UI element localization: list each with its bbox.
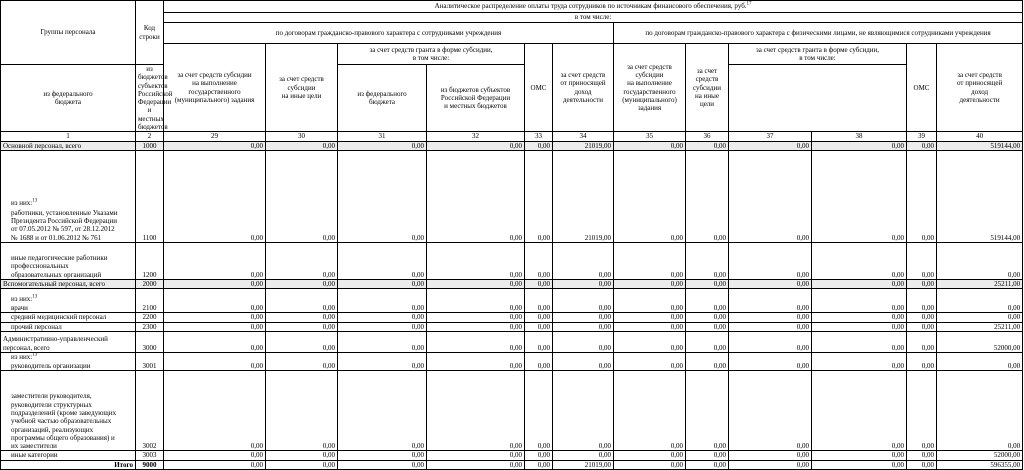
value-cell: 0,00: [164, 352, 266, 371]
value-cell: 0,00: [553, 322, 614, 331]
value-cell: 0,00: [338, 289, 427, 313]
column-number: 32: [427, 132, 525, 141]
row-code: 3002: [136, 371, 164, 451]
value-cell: 0,00: [338, 451, 427, 460]
value-cell: 0,00: [614, 279, 686, 288]
value-cell: 0,00: [164, 279, 266, 288]
col-income-header-2: за счет средств от приносящей доход деятельности: [937, 44, 1023, 132]
row-code: 3003: [136, 451, 164, 460]
col-federal-header: из федерального бюджета: [1, 65, 136, 132]
column-number: 31: [338, 132, 427, 141]
row-label: Административно-управленческий персонал, всего: [1, 331, 136, 352]
footnote-mark: 13: [32, 199, 38, 205]
value-cell: 0,00: [427, 313, 525, 322]
value-cell: 0,00: [164, 460, 266, 469]
row-code: 2300: [136, 322, 164, 331]
value-cell: 0,00: [266, 331, 338, 352]
value-cell: 0,00: [937, 289, 1023, 313]
value-cell: 0,00: [553, 313, 614, 322]
value-cell: 0,00: [812, 460, 907, 469]
value-cell: 0,00: [553, 242, 614, 279]
value-cell: 25211,00: [937, 322, 1023, 331]
value-cell: 21019,00: [553, 460, 614, 469]
value-cell: 0,00: [525, 322, 553, 331]
value-cell: 0,00: [525, 371, 553, 451]
value-cell: 0,00: [614, 331, 686, 352]
col-grant-header-2: за счет средств гранта в форме субсидии, в том числе:: [729, 44, 907, 65]
value-cell: 0,00: [937, 352, 1023, 371]
value-cell: 0,00: [686, 352, 729, 371]
value-cell: 0,00: [937, 313, 1023, 322]
value-cell: 0,00: [427, 322, 525, 331]
row-label: Вспомогательный персонал, всего: [1, 279, 136, 288]
value-cell: 0,00: [164, 242, 266, 279]
value-cell: 21019,00: [553, 150, 614, 242]
value-cell: 0,00: [266, 313, 338, 322]
value-cell: 0,00: [164, 313, 266, 322]
value-cell: 0,00: [338, 242, 427, 279]
value-cell: 0,00: [427, 460, 525, 469]
value-cell: 0,00: [812, 242, 907, 279]
value-cell: 0,00: [164, 322, 266, 331]
value-cell: 0,00: [729, 150, 812, 242]
value-cell: 0,00: [937, 371, 1023, 451]
table-row: [1, 322, 1023, 331]
value-cell: 0,00: [729, 141, 812, 150]
value-cell: 0,00: [812, 322, 907, 331]
value-cell: 0,00: [266, 242, 338, 279]
value-cell: 0,00: [686, 322, 729, 331]
value-cell: 0,00: [614, 451, 686, 460]
value-cell: 0,00: [812, 371, 907, 451]
table-row: [1, 279, 1023, 288]
value-cell: 0,00: [553, 279, 614, 288]
row-label: иные категории: [1, 451, 136, 460]
value-cell: 0,00: [525, 150, 553, 242]
value-cell: 0,00: [525, 451, 553, 460]
value-cell: 0,00: [553, 451, 614, 460]
block2-title: по договорам гражданско-правового характера с физическими лицами, не являющимися сотрудниками учреждения: [614, 23, 1023, 44]
footnote-mark: 13: [32, 294, 38, 300]
value-cell: 0,00: [338, 150, 427, 242]
value-cell: 0,00: [266, 289, 338, 313]
value-cell: 0,00: [614, 289, 686, 313]
value-cell: 0,00: [266, 451, 338, 460]
column-number: 38: [812, 132, 907, 141]
value-cell: 0,00: [907, 150, 937, 242]
value-cell: 0,00: [907, 242, 937, 279]
row-label: [1, 150, 136, 242]
value-cell: 52000,00: [937, 331, 1023, 352]
value-cell: 0,00: [338, 279, 427, 288]
value-cell: 0,00: [812, 141, 907, 150]
value-cell: 0,00: [614, 460, 686, 469]
value-cell: 0,00: [686, 242, 729, 279]
row-code: 3001: [136, 352, 164, 371]
value-cell: 0,00: [812, 352, 907, 371]
value-cell: 0,00: [164, 331, 266, 352]
row-label: Итого: [1, 460, 136, 469]
col-oms-header-2: ОМС: [907, 44, 937, 132]
value-cell: 0,00: [427, 141, 525, 150]
value-cell: 0,00: [427, 451, 525, 460]
value-cell: 0,00: [686, 141, 729, 150]
table-row: [1, 371, 1023, 451]
value-cell: 0,00: [729, 352, 812, 371]
value-cell: 0,00: [553, 371, 614, 451]
row-label: Основной персонал, всего: [1, 141, 136, 150]
value-cell: 0,00: [338, 352, 427, 371]
column-number: 35: [614, 132, 686, 141]
column-number: 40: [937, 132, 1023, 141]
value-cell: 0,00: [164, 289, 266, 313]
value-cell: 0,00: [812, 150, 907, 242]
col-regional-header: из бюджетов субъектов Российской Федерации и местных бюджетов: [136, 65, 164, 132]
value-cell: 0,00: [686, 371, 729, 451]
subgroup-label: работники, установленные Указами Президента Российской Федерации от 07.05.2012 № 597, от 28.12.2012 № 1688 и от 01.06.2012 № 761: [11, 208, 118, 242]
value-cell: 0,00: [729, 322, 812, 331]
column-number: 36: [686, 132, 729, 141]
column-number: 2: [136, 132, 164, 141]
value-cell: 0,00: [729, 371, 812, 451]
col-oms-header: ОМС: [525, 44, 553, 132]
value-cell: 0,00: [686, 460, 729, 469]
value-cell: 0,00: [812, 279, 907, 288]
value-cell: 0,00: [266, 141, 338, 150]
value-cell: 0,00: [525, 352, 553, 371]
table-row: [1, 331, 1023, 352]
value-cell: 0,00: [729, 331, 812, 352]
value-cell: 0,00: [614, 242, 686, 279]
row-code: 1000: [136, 141, 164, 150]
table-row: [1, 150, 1023, 242]
value-cell: 0,00: [812, 289, 907, 313]
value-cell: 0,00: [266, 352, 338, 371]
value-cell: 0,00: [614, 141, 686, 150]
table-row: [1, 242, 1023, 279]
value-cell: 519144,00: [937, 141, 1023, 150]
value-cell: 0,00: [686, 313, 729, 322]
value-cell: 0,00: [729, 460, 812, 469]
value-cell: 0,00: [338, 141, 427, 150]
value-cell: 0,00: [812, 451, 907, 460]
value-cell: 0,00: [338, 313, 427, 322]
value-cell: 0,00: [907, 371, 937, 451]
value-cell: 0,00: [338, 371, 427, 451]
value-cell: 0,00: [553, 352, 614, 371]
row-label: иные педагогические работники профессиональных образовательных организаций: [1, 242, 136, 279]
col-federal-header-2: из федерального бюджета: [338, 65, 427, 132]
subgroup-intro: из них:: [11, 294, 33, 303]
block1-title: по договорам гражданско-правового характера с сотрудниками учреждения: [164, 23, 614, 44]
value-cell: 0,00: [812, 331, 907, 352]
value-cell: 0,00: [525, 141, 553, 150]
value-cell: 0,00: [907, 352, 937, 371]
row-label: заместители руководителя, руководители структурных подразделений (кроме заведующих учебной частью образовательных организаций, реализующих программы общего образования) и их заместители: [1, 371, 136, 451]
value-cell: 0,00: [614, 371, 686, 451]
column-number: 33: [525, 132, 553, 141]
value-cell: 0,00: [686, 451, 729, 460]
subgroup-intro: из них:: [11, 352, 33, 361]
col-other-header-2: за счет средств субсидии на иные цели: [686, 44, 729, 132]
value-cell: 0,00: [266, 371, 338, 451]
value-cell: 0,00: [266, 322, 338, 331]
value-cell: 0,00: [907, 331, 937, 352]
value-cell: 0,00: [553, 289, 614, 313]
col-other-header: за счет средств субсидии на иные цели: [266, 44, 338, 132]
value-cell: 0,00: [729, 313, 812, 322]
value-cell: 0,00: [427, 279, 525, 288]
column-number: 37: [729, 132, 812, 141]
value-cell: 0,00: [729, 279, 812, 288]
column-number: 30: [266, 132, 338, 141]
value-cell: 0,00: [729, 451, 812, 460]
value-cell: 0,00: [427, 352, 525, 371]
value-cell: 0,00: [427, 371, 525, 451]
value-cell: 0,00: [907, 451, 937, 460]
code-header: Код строки: [136, 1, 164, 65]
value-cell: 0,00: [907, 313, 937, 322]
row-code: 3000: [136, 331, 164, 352]
value-cell: 0,00: [266, 150, 338, 242]
column-number: 1: [1, 132, 136, 141]
value-cell: 0,00: [266, 460, 338, 469]
value-cell: 0,00: [907, 141, 937, 150]
row-code: 2000: [136, 279, 164, 288]
value-cell: 0,00: [614, 352, 686, 371]
footnote-mark: 13: [32, 352, 38, 358]
row-code: 2200: [136, 313, 164, 322]
value-cell: 596355,00: [937, 460, 1023, 469]
table-row: [1, 451, 1023, 460]
col-task-header: за счет средств субсидии на выполнение государственного (муниципального) задания: [164, 44, 266, 132]
value-cell: 0,00: [907, 322, 937, 331]
table-row: [1, 352, 1023, 371]
col-task-header-2: за счет средств субсидии на выполнение государственного (муниципального) задания: [614, 44, 686, 132]
value-cell: 0,00: [812, 313, 907, 322]
value-cell: 0,00: [686, 289, 729, 313]
value-cell: 0,00: [525, 279, 553, 288]
value-cell: 0,00: [686, 331, 729, 352]
value-cell: 0,00: [164, 150, 266, 242]
value-cell: 0,00: [525, 242, 553, 279]
value-cell: 21019,00: [553, 141, 614, 150]
value-cell: 0,00: [553, 331, 614, 352]
subgroup-label: врачи: [11, 303, 28, 312]
column-number: 29: [164, 132, 266, 141]
value-cell: 0,00: [164, 141, 266, 150]
groups-header: Группы персонала: [1, 1, 136, 65]
value-cell: 0,00: [338, 322, 427, 331]
value-cell: 0,00: [614, 313, 686, 322]
value-cell: 0,00: [729, 242, 812, 279]
column-number: 34: [553, 132, 614, 141]
value-cell: 0,00: [164, 371, 266, 451]
value-cell: 0,00: [614, 322, 686, 331]
col-income-header: за счет средств от приносящей доход деятельности: [553, 44, 614, 132]
row-label: [1, 289, 136, 313]
value-cell: 0,00: [907, 289, 937, 313]
value-cell: 0,00: [614, 150, 686, 242]
subgroup-label: руководитель организации: [11, 362, 91, 371]
value-cell: 0,00: [525, 331, 553, 352]
value-cell: 0,00: [525, 289, 553, 313]
row-code: 1200: [136, 242, 164, 279]
value-cell: 0,00: [686, 150, 729, 242]
value-cell: 0,00: [427, 242, 525, 279]
footnote-mark: 17: [746, 2, 752, 8]
value-cell: 25211,00: [937, 279, 1023, 288]
value-cell: 0,00: [525, 460, 553, 469]
row-code: 9000: [136, 460, 164, 469]
table-row: [1, 313, 1023, 322]
row-label: прочий персонал: [1, 322, 136, 331]
value-cell: 0,00: [686, 279, 729, 288]
value-cell: 52000,00: [937, 451, 1023, 460]
value-cell: 0,00: [427, 150, 525, 242]
value-cell: 0,00: [907, 460, 937, 469]
col-grant-header: за счет средств гранта в форме субсидии, в том числе:: [338, 44, 525, 65]
value-cell: 0,00: [338, 331, 427, 352]
value-cell: 0,00: [164, 451, 266, 460]
value-cell: 0,00: [907, 279, 937, 288]
value-cell: 0,00: [937, 242, 1023, 279]
table-row: [1, 141, 1023, 150]
table-row: [1, 289, 1023, 313]
value-cell: 0,00: [525, 313, 553, 322]
main-title: Аналитическое распределение оплаты труда сотрудников по источникам финансового обеспечения, руб.$^{17}$: [164, 1, 1023, 13]
subgroup-intro: из них:: [11, 199, 33, 208]
value-cell: 0,00: [729, 289, 812, 313]
row-label: средний медицинский персонал: [1, 313, 136, 322]
including-header: в том числе:: [164, 13, 1023, 23]
value-cell: 0,00: [427, 331, 525, 352]
row-label: [1, 352, 136, 371]
value-cell: 0,00: [427, 289, 525, 313]
value-cell: 519144,00: [937, 150, 1023, 242]
value-cell: 0,00: [338, 460, 427, 469]
col-regional-header-2: из бюджетов субъектов Российской Федерации и местных бюджетов: [427, 65, 525, 132]
column-number: 39: [907, 132, 937, 141]
value-cell: 0,00: [266, 279, 338, 288]
table-row: [1, 460, 1023, 469]
row-code: 2100: [136, 289, 164, 313]
row-code: 1100: [136, 150, 164, 242]
